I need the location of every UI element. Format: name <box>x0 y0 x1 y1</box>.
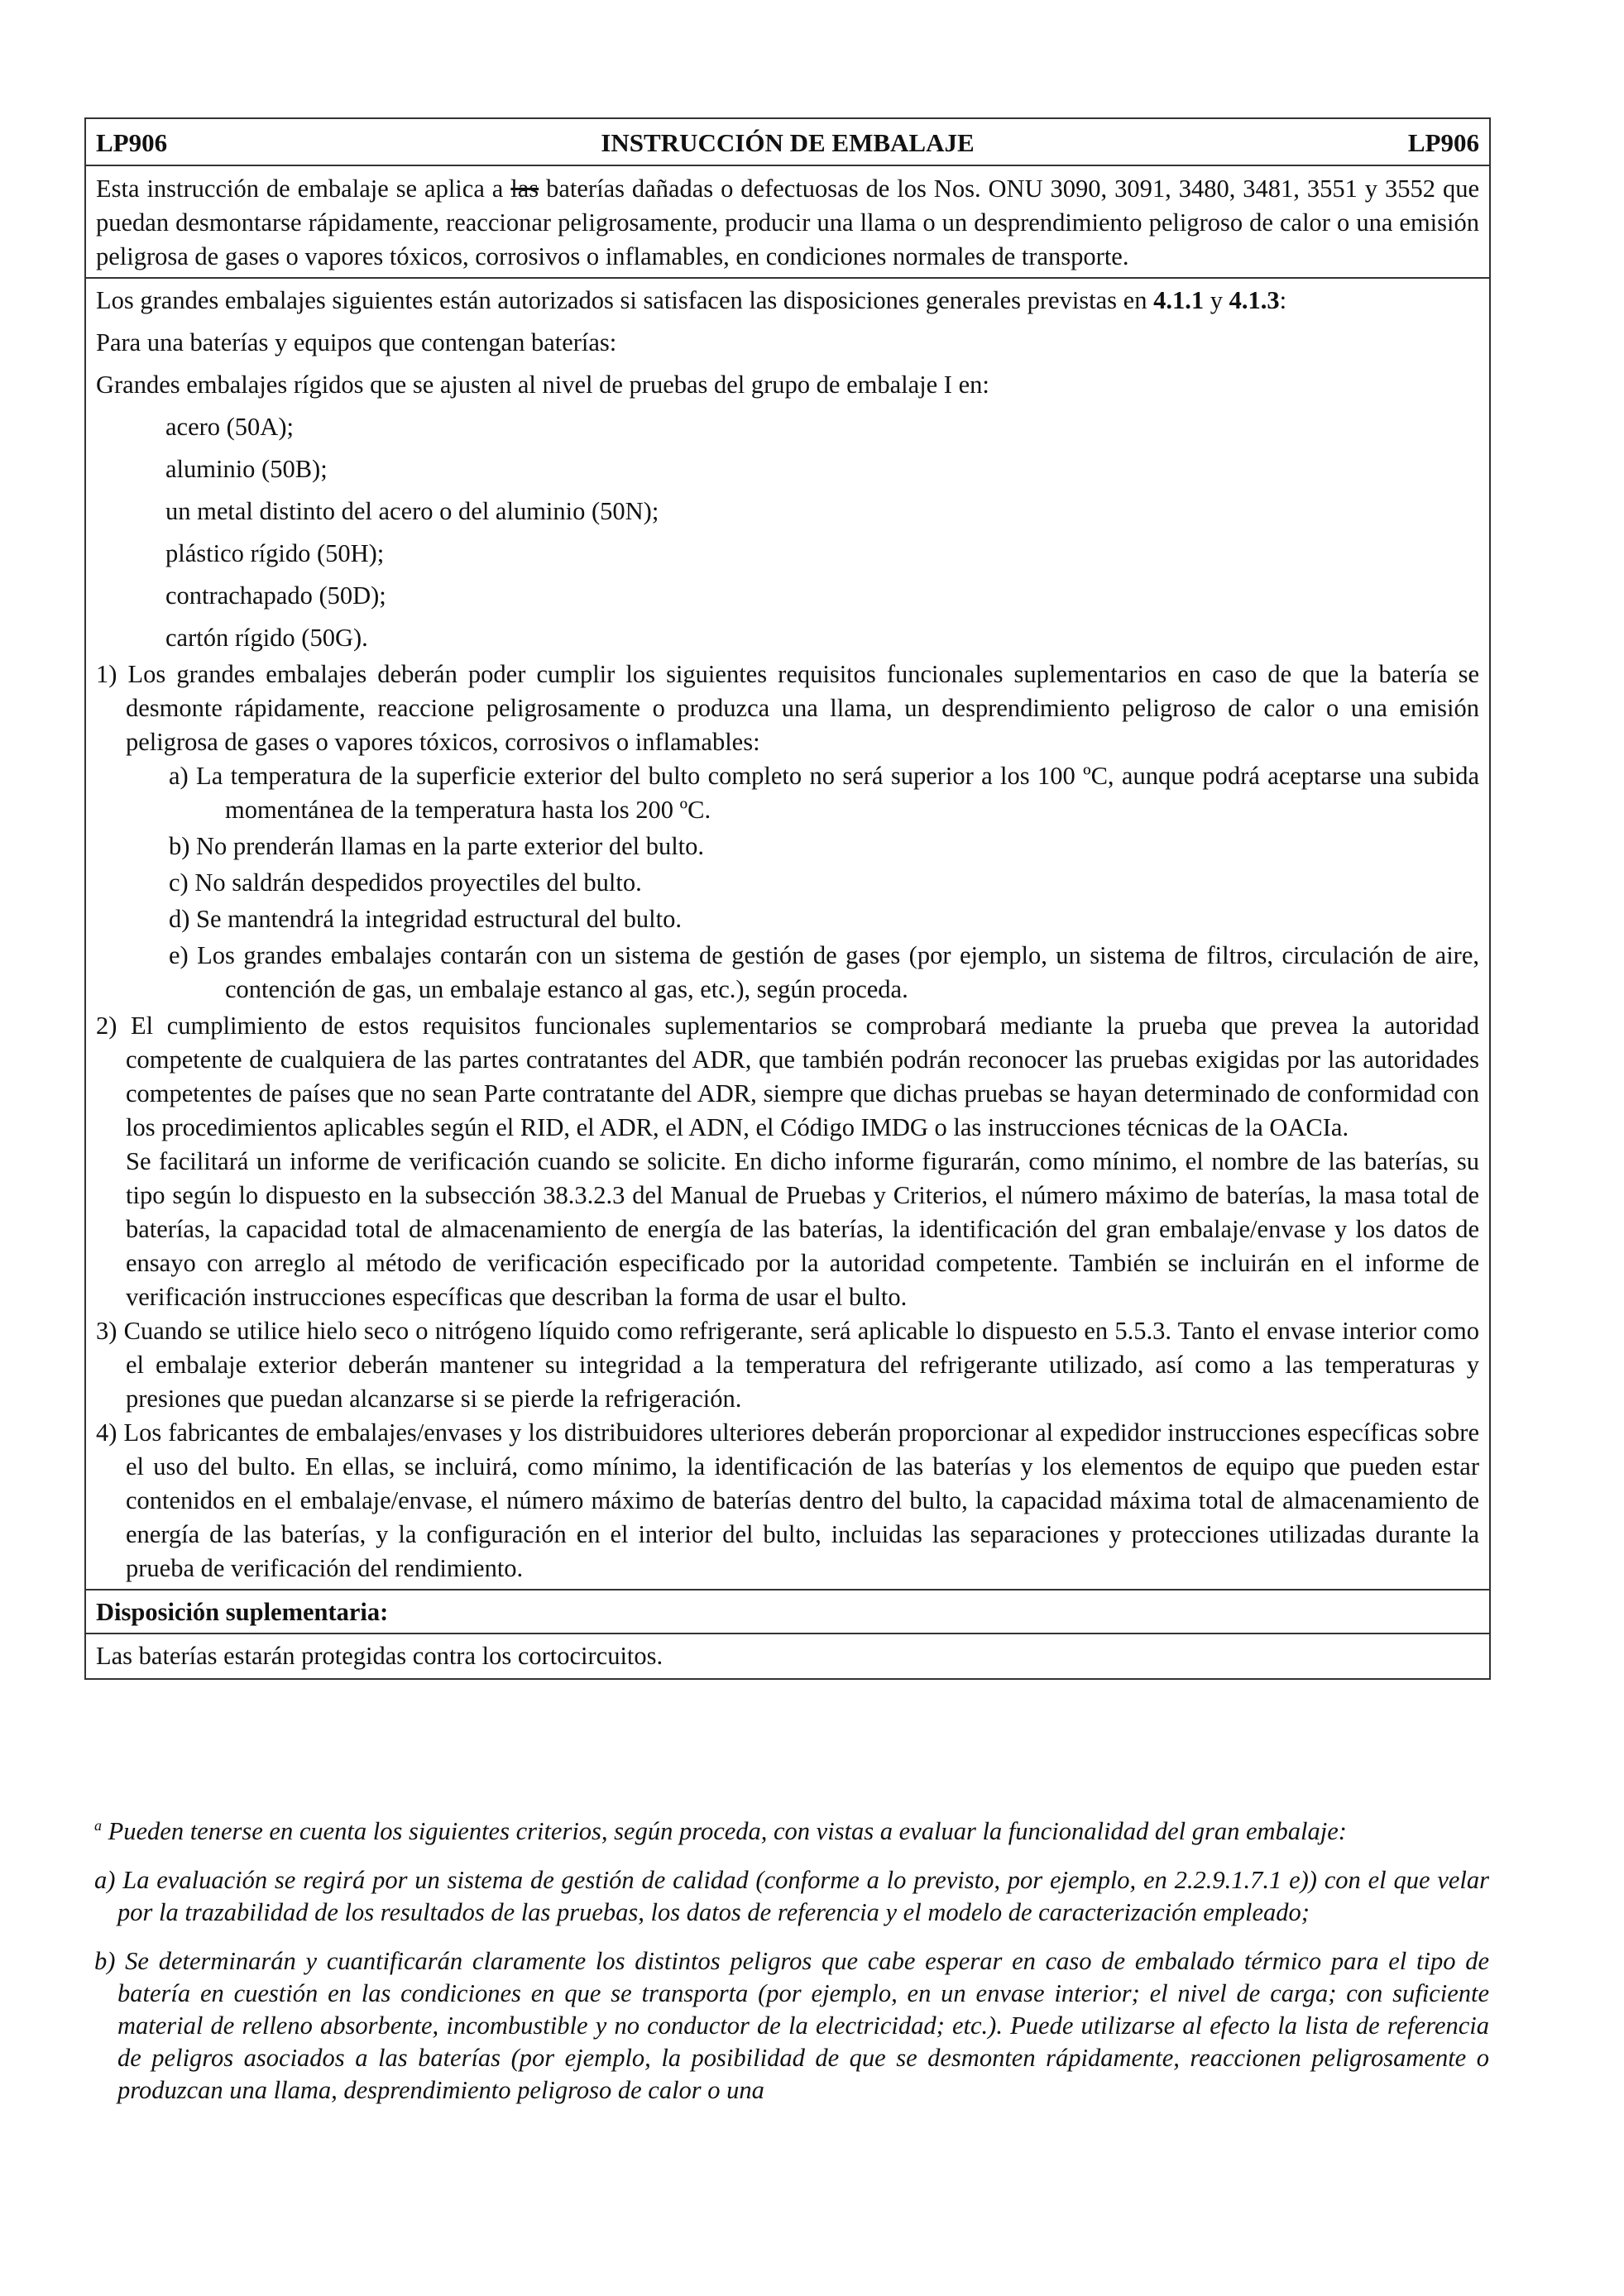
requirement-item-2-continuation: Se facilitará un informe de verificación cuando se solicite. En dicho informe figurarán, como mínimo, el nombre de las baterías, su tipo según lo dispuesto en la subsección 38.3.2.3 del Manual de Pruebas y Criterios, el número máximo de baterías, la masa total de baterías, la capacidad total de almacenamiento de energía de las baterías, la identificación del gran embalaje/envase y los datos de ensayo con arreglo al método de verificación especificado por la autoridad competente. También se incluirán en el informe de verificación instrucciones específicas que describan la forma de usar el bulto. <box>126 1147 1479 1311</box>
requirement-sub-item: d) Se mantendrá la integridad estructural del bulto. <box>169 905 682 933</box>
requirement-item-3: 3) Cuando se utilice hielo seco o nitrógeno líquido como refrigerante, será aplicable lo dispuesto en 5.5.3. Tanto el envase interior como el embalaje exterior deberán mantener su integridad a la temperatura del refrigerante utilizado, así como a las temperaturas y presiones que puedan alcanzarse si se pierde la refrigeración. <box>96 1317 1479 1413</box>
footnote-a-text: Pueden tenerse en cuenta los siguientes criterios, según proceda, con vistas a evaluar la funcionalidad del gran embalaje: <box>102 1817 1347 1845</box>
rigid-packagings-line: Grandes embalajes rígidos que se ajusten al nivel de pruebas del grupo de embalaje I en: <box>96 371 989 399</box>
material-item: cartón rígido (50G). <box>165 624 368 652</box>
requirement-item-4: 4) Los fabricantes de embalajes/envases y los distribuidores ulteriores deberán proporcionar al expedidor instrucciones específicas sobre el uso del bulto. En ellas, se incluirá, como mínimo, la identificación de las baterías y los elementos de equipo que pueden estar contenidos en el embalaje/envase, el número máximo de baterías dentro del bulto, la capacidad máxima total de almacenamiento de energía de las baterías, y la configuración en el interior del bulto, incluidas las separaciones y protecciones utilizadas durante la prueba de verificación del rendimiento. <box>96 1418 1479 1582</box>
material-item: plástico rígido (50H); <box>165 539 385 567</box>
footnote-item-a: a) La evaluación se regirá por un sistema de gestión de calidad (conforme a lo previsto, por ejemplo, en 2.2.9.1.7.1 e)) con el que velar por la trazabilidad de los resultados de las pruebas, los datos de referencia y el modelo de caracterización empleado; <box>94 1866 1489 1926</box>
material-item: un metal distinto del acero o del aluminio (50N); <box>165 497 659 525</box>
requirement-sub-item: c) No saldrán despedidos proyectiles del bulto. <box>169 868 642 897</box>
intro-struck-word: las <box>510 175 539 203</box>
requirement-sub-item: a) La temperatura de la superficie exterior del bulto completo no será superior a los 100 ºC, aunque podrá aceptarse una subida momentánea de la temperatura hasta los 200 ºC. <box>169 762 1479 824</box>
instruction-code-right: LP906 <box>1407 128 1479 157</box>
material-item: acero (50A); <box>165 413 294 441</box>
authorized-line <box>96 284 1479 318</box>
instruction-code-left: LP906 <box>96 128 168 157</box>
supplementary-heading: Disposición suplementaria: <box>86 1590 1489 1634</box>
authorized-ref-1: 4.1.1 <box>1153 286 1205 314</box>
authorized-end: : <box>1279 286 1287 314</box>
intro-text-end: baterías dañadas o defectuosas de los Nos. ONU 3090, 3091, 3480, 3481, 3551 y 3552 que puedan desmontarse rápidamente, reaccionar peligrosamente, producir una llama o un desprendimiento peligroso de calor o una emisión peligrosa de gases o vapores tóxicos, corrosivos o inflamables, en condiciones normales de transporte. <box>96 175 1479 270</box>
intro-section <box>86 166 1489 279</box>
intro-paragraph <box>96 172 1479 274</box>
authorized-packagings-section <box>86 279 1489 1590</box>
footnote-item-b: b) Se determinarán y cuantificarán claramente los distintos peligros que cabe esperar en caso de embalado térmico para el tipo de batería en cuestión en las condiciones en que se transporta (por ejemplo, en un envase interior; el nivel de carga; con suficiente material de relleno absorbente, incombustible y no conductor de la electricidad; etc.). Puede utilizarse al efecto la lista de referencia de peligros asociados a las baterías (por ejemplo, la posibilidad de que se desmonten rápidamente, reaccionen peligrosamente o produzcan una llama, desprendimiento peligroso de calor o una <box>94 1947 1489 2104</box>
for-batteries-line: Para una baterías y equipos que contengan baterías: <box>96 328 617 356</box>
requirement-item-2: 2) El cumplimiento de estos requisitos funcionales suplementarios se comprobará mediante la prueba que prevea la autoridad competente de cualquiera de las partes contratantes del ADR, que también podrán reconocer las pruebas exigidas por las autoridades competentes de países que no sean Parte contratante del ADR, siempre que dichas pruebas se hayan determinado de conformidad con los procedimientos aplicables según el RID, el ADR, el ADN, el Código IMDG o las instrucciones técnicas de la OACIa. <box>96 1012 1479 1141</box>
footnotes <box>94 1815 1489 2123</box>
requirement-sub-item: e) Los grandes embalajes contarán con un sistema de gestión de gases (por ejemplo, un sistema de filtros, circulación de aire, contención de gas, un embalaje estanco al gas, etc.), según proceda. <box>169 941 1479 1003</box>
material-item: aluminio (50B); <box>165 455 328 483</box>
intro-text-start: Esta instrucción de embalaje se aplica a <box>96 175 511 203</box>
table-header <box>86 119 1489 166</box>
footnote-marker: a <box>94 1816 102 1834</box>
authorized-text: Los grandes embalajes siguientes están autorizados si satisfacen las disposiciones generales previstas en <box>96 286 1154 314</box>
packing-instruction-table <box>84 117 1491 1680</box>
instruction-title: INSTRUCCIÓN DE EMBALAJE <box>601 128 975 157</box>
material-item: contrachapado (50D); <box>165 581 386 610</box>
requirement-item-1: 1) Los grandes embalajes deberán poder cumplir los siguientes requisitos funcionales suplementarios en caso de que la batería se desmonte rápidamente, reaccione peligrosamente o produzca una llama, un desprendimiento peligroso de calor o una emisión peligrosa de gases o vapores tóxicos, corrosivos o inflamables: <box>96 660 1479 756</box>
requirement-sub-item: b) No prenderán llamas en la parte exterior del bulto. <box>169 832 705 860</box>
authorized-conj: y <box>1204 286 1229 314</box>
footnote-a <box>94 1815 1489 1848</box>
authorized-ref-2: 4.1.3 <box>1229 286 1280 314</box>
supplementary-text: Las baterías estarán protegidas contra los cortocircuitos. <box>96 1642 663 1670</box>
